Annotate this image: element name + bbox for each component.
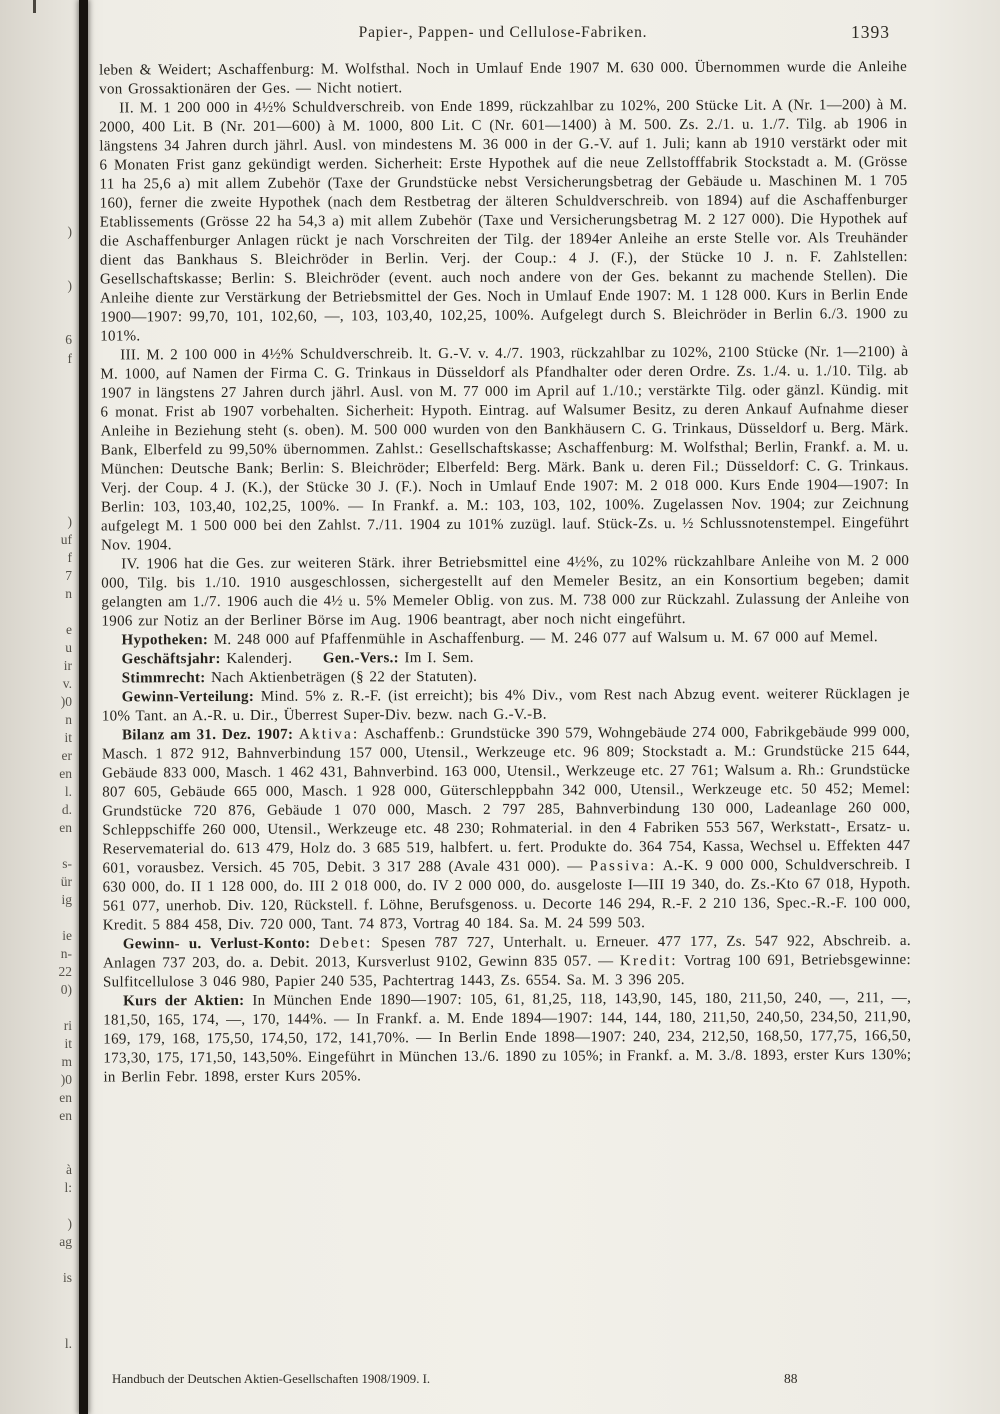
paragraph-lead: Debet: xyxy=(319,935,373,952)
edge-fragment: 22 xyxy=(58,964,72,979)
edge-fragment: ür xyxy=(60,874,72,889)
binding-shadow xyxy=(79,0,88,1414)
edge-fragment: ) xyxy=(67,278,72,293)
paragraph-lead: Gewinn- u. Verlust-Konto: xyxy=(122,935,311,953)
page-edge-fragments xyxy=(0,0,78,1414)
edge-fragment: ) xyxy=(67,514,72,529)
paragraph xyxy=(103,932,911,993)
paragraph-lead: Kredit: xyxy=(619,953,678,970)
paragraph xyxy=(99,96,908,347)
edge-fragment: ie xyxy=(62,928,72,943)
edge-fragment: 6 xyxy=(65,332,72,347)
edge-fragment: n xyxy=(65,712,72,727)
edge-fragment: l. xyxy=(64,784,72,799)
paragraph-lead: Stimmrecht: xyxy=(121,670,206,687)
edge-fragment: v. xyxy=(62,676,72,691)
edge-fragment: en xyxy=(59,1108,72,1123)
edge-fragment: à xyxy=(66,1162,72,1177)
paragraph-text: leben & Weidert; Aschaffenburg: M. Wolfsthal. Noch in Umlauf Ende 1907 M. 630 000. Übernommen wurde die Anleihe von Grossaktionären der Ges. — Nicht notiert. xyxy=(99,58,908,98)
paragraph-text: II. M. 1 200 000 in 4½% Schuldverschreib. von Ende 1899, rückzahlbar zu 102%, 200 Stücke Lit. A (Nr. 1—200) à M. 2000, 400 Lit. B (Nr. 201—600) à M. 1000, 800 Lit. C (Nr. 601—1400) à M. 500. Zs. 2./1. u. 1./7. Tilg. ab 1906 in längstens 34 Jahren durch jährl. Ausl. von mindestens M. 36 000 in der G.-V. auf 1. Juli; kann ab 1910 verstärkt oder mit 6 Monaten Frist ganz gekündigt werden. Sicherheit: Erste Hypothek auf die neue Zellstofffabrik Stockstadt a. M. (Grösse 11 ha 25,6 a) mit allem Zubehör (Taxe der Grundstücke nebst Versicherungsbetrag der Gebäude u. Maschinen M. 1 705 160), ferner die zweite Hypothek (nach dem Restbetrag der älteren Schuldverschreib. von 1894) auf die Aschaffenburger Etablissements (Grösse 22 ha 54,3 a) mit allem Zubehör (Taxe und Versicherungsbetrag M. 2 127 000). Die Hypothek auf die Aschaffenburger Anlagen rückt je nach Vorschreiten der Tilg. der 1894er Anleihe an erste Stelle vor. Als Treuhänder dient das Bankhaus S. Bleichröder in Berlin. Verj. der Coup.: 4 J. (F.), der Stücke 10 J. n. F. Zahlstellen: Gesellschaftskasse; Berlin: S. Bleichröder (event. auch noch andere von der Ges. bekannt zu machende Stellen). Die Anleihe diente zur Verstärkung der Betriebsmittel der Ges. Noch in Umlauf Ende 1907: M. 1 128 000. Kurs in Berlin Ende 1900—1907: 99,70, 101, 102,60, —, 103, 103,40, 102,25, 100%. Aufgelegt durch S. Bleichröder in Berlin 6./3. 1900 zu 101%. xyxy=(99,96,909,345)
edge-fragment: ir xyxy=(63,658,72,673)
paragraph xyxy=(103,989,911,1088)
edge-fragment: u xyxy=(65,640,72,655)
edge-fragment: d. xyxy=(61,802,72,817)
edge-fragment: )0 xyxy=(60,1072,72,1087)
paragraph xyxy=(101,628,909,651)
edge-fragment: e xyxy=(66,622,72,637)
edge-fragment: en xyxy=(59,820,72,835)
paragraph-lead: Geschäftsjahr: xyxy=(121,650,221,668)
imprint: Handbuch der Deutschen Aktien-Gesellschaften 1908/1909. I. xyxy=(112,1372,431,1386)
running-title: Papier-, Pappen- und Cellulose-Fabriken. xyxy=(358,24,648,41)
edge-fragment: s- xyxy=(62,856,72,871)
edge-fragment: er xyxy=(61,748,72,763)
edge-fragment: en xyxy=(59,766,72,781)
edge-fragment: n- xyxy=(60,946,72,961)
paragraph-lead: Passiva: xyxy=(589,858,657,875)
paragraph-lead: Hypotheken: xyxy=(121,632,209,649)
paragraph-text: Im I. Sem. xyxy=(398,649,474,667)
paragraph-text: A.-K. 9 000 000, Schuldverschreib. I 630 000, do. II 1 128 000, do. III 2 018 000, do. IV 2 000 000, do. ausgeloste I—III 19 340, do. Zs.-Kto 67 018, Hypoth. 561 077, unerhob. Div. 120, Rückstell. f. Löhne, Berufsgenoss. u. Decorte 146 294, R.-F. 2 210 136, Spec.-R.-F. 100 000, Kredit. 5 884 458, Div. 720 000, Tant. 74 873, Vortrag 40 184. Sa. M. 24 599 503. xyxy=(102,856,911,934)
edge-fragment: ag xyxy=(59,1234,72,1249)
edge-fragment: n xyxy=(65,586,72,601)
paragraph xyxy=(102,723,911,936)
edge-fragment: it xyxy=(64,1036,72,1051)
paragraph-text: Spesen 787 727, Unterhalt. u. Erneuer. 477 177, Zs. 547 922, Abschreib. a. Anlagen 737 203, do. a. Debit. 2013, Kursverlust 9102, Gewinn 835 057. — xyxy=(102,932,911,972)
paragraph-lead: Aktiva: xyxy=(298,726,360,743)
paragraph-text: In München Ende 1890—1907: 105, 61, 81,25, 118, 143,90, 145, 180, 211,50, 240, —, 211, —, 181,50, 165, 174, —, 170, 144%. — In Frankf. a. M. Ende 1894—1907: 144, 144, 180, 211,50, 240,50, 234,50, 211,90, 169, 179, 168, 175,50, 174,50, 172, 141,70%. — In Berlin Ende 1898—1907: 240, 234, 212,50, 168,50, 177,75, 166,50, 173,30, 175, 171,50, 143,50%. Eingeführt in München 13./6. 1890 zu 105%; in Frankf. a. M. 3./8. 1893, erster Kurs 130%; in Berlin Febr. 1898, erster Kurs 205%. xyxy=(103,989,912,1086)
paragraph-text: Vortrag 100 691, Betriebsgewinne: Sulfitcellulose 3 046 980, Papier 240 535, Pachtertrag 1443, Zs. 6554. Sa. M. 3 396 205. xyxy=(102,951,911,991)
edge-fragment: ri xyxy=(63,1018,72,1033)
edge-fragment: f xyxy=(67,351,72,366)
page-number: 1393 xyxy=(851,22,890,42)
edge-fragment: ig xyxy=(61,892,72,907)
paragraph-text: Aschaffenb.: Grundstücke 390 579, Wohngebäude 274 000, Fabrikgebäude 999 000, Masch. 1 872 912, Bahnverbindung 157 000, Utensil., Werkzeuge etc. 96 809; Stockstadt a. M.: Grundstücke 215 644, Gebäude 833 000, Masch. 1 462 431, Bahnverbind. 163 000, Utensil., Werkzeuge etc. 27 761; Walsum a. Rh.: Grundstücke 807 605, Gebäude 665 000, Masch. 1 928 000, Güterschleppbahn 342 000, Utensil., Werkzeuge etc. 50 452; Memel: Grundstücke 720 876, Gebäude 1 070 000, Masch. 2 797 285, Bahnverbindung 130 000, Ladeanlage 260 000, Schleppschiffe 260 000, Utensil., Werkzeuge etc. 48 230; Rohmaterial. in den 4 Fabriken 553 567, Werkstatt-, Ersatz- u. Reservematerial do. 613 479, Holz do. 3 685 519, halbfert. u. fert. Produkte do. 364 754, Kassa, Wechsel u. Effekten 447 601, vorausbez. Versich. 45 705, Debit. 3 317 288 (Avale 431 000). — xyxy=(101,723,911,877)
paragraph-lead: Gewinn-Verteilung: xyxy=(121,688,255,706)
sheet-signature: 88 xyxy=(784,1371,798,1386)
paragraph-text: III. M. 2 100 000 in 4½% Schuldverschreib. lt. G.-V. v. 4./7. 1903, rückzahlbar zu 102%, 2100 Stücke (Nr. 1—2100) à M. 1000, auf Namen der Firma C. G. Trinkaus in Düsseldorf als Pfandhalter oder deren Ordre. Zs. 1./4. u. 1./10. Tilg. ab 1907 in längstens 27 Jahren durch jährl. Ausl. von M. 77 000 im April auf 1./10.; verstärkte Tilg. oder gänzl. Kündig. mit 6 monat. Frist ab 1907 vorbehalten. Sicherheit: Hypoth. Eintrag. auf Walsumer Besitz, zu deren Ankauf Aufnahme dieser Anleihe in Beziehung steht (s. oben). M. 500 000 wurden von den Bankhäusern C. G. Trinkaus, Düsseldorf u. Berg. Märk. Bank, Elberfeld zu 99,50% übernommen. Zahlst.: Gesellschaftskasse; Aschaffenburg: M. Wolfsthal; Berlin, Frankf. a. M. u. München: Deutsche Bank; Berlin: S. Bleichröder; Elberfeld: Berg. Märk. Bank u. deren Fil.; Düsseldorf: C. G. Trinkaus. Verj. der Coup. 4 J. (K.), der Stücke 30 J. (F.). Noch in Umlauf Ende 1907: M. 2 018 000. Kurs Ende 1904—1907: In Berlin: 103, 103,40, 102,25, 100%. — In Frankf. a. M.: 103, 103, 102, 100%. Zugelassen Nov. 1904; zur Zeichnung aufgelegt M. 1 500 000 bei den Zahlst. 7./11. 1904 zu 101% zuzügl. lauf. Stück-Zs. u. ½ Schlussnotenstempel. Eingeführt Nov. 1904. xyxy=(100,343,910,554)
edge-fragment: 7 xyxy=(65,568,72,583)
paragraph xyxy=(101,552,909,632)
edge-fragment: uf xyxy=(60,532,72,547)
edge-fragment: ) xyxy=(67,1216,72,1231)
page-header xyxy=(100,24,906,48)
edge-fragment: en xyxy=(59,1090,72,1105)
paragraph-lead: Bilanz am 31. Dez. 1907: xyxy=(121,726,294,744)
paragraph xyxy=(100,343,909,556)
edge-fragment: f xyxy=(67,550,72,565)
paragraph-text: Nach Aktienbeträgen (§ 22 der Statuten). xyxy=(205,668,478,687)
edge-fragment: m xyxy=(61,1054,72,1069)
edge-fragment: is xyxy=(62,1270,72,1285)
paragraph-text: M. 248 000 auf Pfaffenmühle in Aschaffenburg. — M. 246 077 auf Walsum u. M. 67 000 auf Memel. xyxy=(208,629,878,649)
edge-fragment: )0 xyxy=(60,694,72,709)
edge-fragment: 0) xyxy=(60,982,72,997)
paragraph xyxy=(102,685,910,727)
paragraph-text: Mind. 5% z. R.-F. (ist erreicht); bis 4% Div., vom Rest nach Abzug event. weiterer Rücklagen je 10% Tant. an A.-R. u. Dir., Überrest Super-Div. bezw. nach G.-V.-B. xyxy=(101,685,910,725)
paragraph-text: IV. 1906 hat die Ges. zur weiteren Stärk. ihrer Betriebsmittel eine 4½%, zu 102% rückzahlbare Anleihe von M. 2 000 000, Tilg. bis 1./10. 1910 ausgeschlossen, sichergestellt auf den Memeler Besitz, an ein Konsortium begeben; damit gelangten am 1./7. 1906 auch die 4½ u. 5% Memeler Oblig. von zus. M. 738 000 zur Rückzahl. Zulassung der Anleihe von 1906 zur Notiz an der Berliner Börse im Aug. 1906 beantragt, aber noch nicht eingeführt. xyxy=(101,552,910,630)
paragraph-text: Kalenderj. xyxy=(220,650,323,667)
body-text xyxy=(99,58,911,1088)
edge-fragment: it xyxy=(64,730,72,745)
paragraph-lead: Kurs der Aktien: xyxy=(123,992,245,1010)
edge-fragment: l. xyxy=(64,1336,72,1351)
edge-fragment: l: xyxy=(64,1180,72,1195)
paragraph xyxy=(99,58,907,100)
paragraph-lead: Gen.-Vers.: xyxy=(322,650,399,667)
page-footer xyxy=(112,1372,912,1387)
edge-fragment: ) xyxy=(67,224,72,239)
